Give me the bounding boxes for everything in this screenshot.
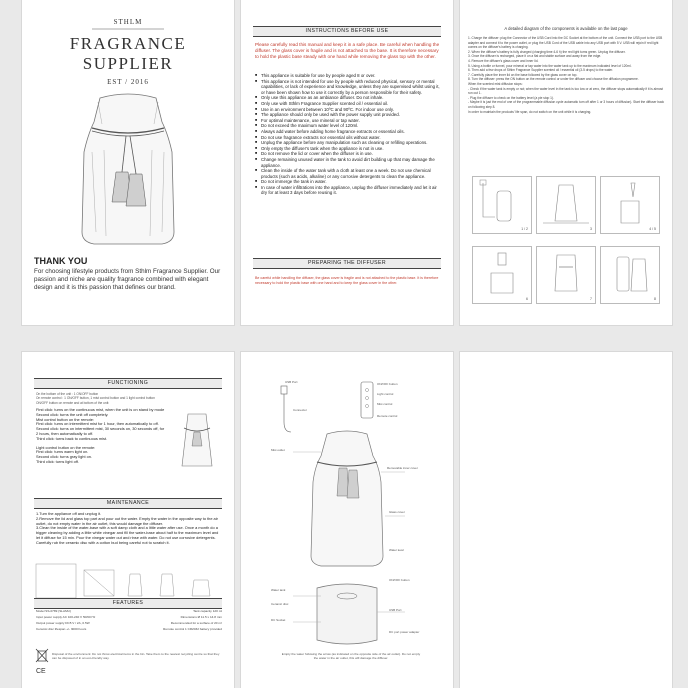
section-header-maintenance bbox=[34, 498, 222, 509]
thank-you-heading: THANK YOU bbox=[34, 256, 88, 266]
manual-page-steps bbox=[460, 0, 672, 325]
list-item: - Plug the diffuser to check on the battery level (a pie stop 1). bbox=[468, 95, 554, 100]
list-item: Second click: turns gray light on. bbox=[36, 454, 93, 460]
figure-label: 4 / 5 bbox=[649, 227, 656, 231]
list-item: Light control button on the remote: bbox=[36, 444, 96, 450]
empty-water-caption: Empty the water following the arrow (as indicated on the opposite side of the air outlet). Do not empty the water in the air outlet, this will damage the diffuser. bbox=[281, 652, 421, 661]
list-item: ■ This appliance is not intended for use by people with reduced physical, sensory or mental capabilities, or lack of experience and knowledge, unless they are supervised whilst using it, or have been shown how to use it correctly by a person responsible for their safety. bbox=[255, 79, 441, 96]
section-header-label: INSTRUCTIONS BEFORE USE bbox=[305, 28, 389, 34]
list-item: In order to maintain the products' life span, do not switch on the unit while it is charging. bbox=[468, 109, 592, 114]
list-item: ■ This appliance is suitable for use by people aged 8 or over. bbox=[255, 73, 441, 79]
small-line: On the bottom of the unit : 1 ON/OFF button bbox=[36, 392, 99, 396]
feature-cell: Ceramic disc lifespan +/- 3000 hours bbox=[36, 627, 87, 631]
list-item: 1. Charge the diffuser: plug the Connector of the USB Cord into the DC Socket at the bottom of the unit. Connect the USB port to the USB adapter and connect it to the power outlet, or plug the USB Cord of the USB cable into any USB port with 5 V. USB will rejoin if red light comes on the diffuser's battery is charging. bbox=[468, 36, 663, 50]
glass-cover-icon bbox=[311, 431, 383, 566]
small-line: ON/OFF button on remote and at bottom of the unit: bbox=[36, 400, 110, 405]
list-item: 5. Using a bottle or funnel, pour mineral or tap water into the water tank up to the maximum indicated level of 120ml. bbox=[468, 63, 632, 68]
callout-label: Mist control bbox=[377, 402, 393, 406]
maintenance-figures-icon bbox=[36, 564, 222, 600]
callout-label: Mist outlet bbox=[271, 448, 285, 452]
brand-divider-line-icon bbox=[22, 26, 234, 32]
callout-label: Light control bbox=[377, 392, 394, 396]
feature-cell: Tank capacity 120 ml bbox=[193, 609, 222, 613]
list-item: ■ Change remaining unused water in the tank to avoid dirt building up that may damage the appliance. bbox=[255, 157, 441, 168]
crossed-bin-icon bbox=[36, 648, 48, 662]
list-item: ■ Unplug the appliance before any manipulation such as cleaning or refilling operations. bbox=[255, 140, 441, 146]
ce-mark-icon bbox=[36, 666, 50, 674]
list-item: ■ In case of water infiltrations into the appliance, unplug the diffuser immediately and let it air dry for at least 3 days before reusing it. bbox=[255, 185, 441, 196]
brand-established: EST / 2016 bbox=[107, 78, 149, 86]
list-item: ■ For optimal maintenance, use mineral or tap water. bbox=[255, 118, 441, 124]
section-header-label: PREPARING THE DIFFUSER bbox=[307, 260, 387, 266]
figure-label: 3 bbox=[590, 227, 592, 231]
setup-steps-list bbox=[468, 36, 666, 114]
list-item: First click: turns warm light on. bbox=[36, 449, 89, 455]
feature-cell: Output power supply DC5 V / 2A, 0.5W bbox=[36, 621, 90, 625]
callout-label: Water tank bbox=[271, 588, 286, 592]
section-header-instructions bbox=[253, 26, 441, 37]
list-item: 4. Remove the diffuser's glass cover and inner lid. bbox=[468, 58, 539, 63]
list-item: Third click: turns light off. bbox=[36, 458, 79, 464]
feature-cell: Recommended for a surface of 20 m² bbox=[170, 621, 222, 625]
callout-label: Connector bbox=[293, 408, 307, 412]
components-diagram bbox=[241, 352, 453, 688]
list-item: 2.Remove the lid and glass top part and pour out the water. Empty the water in the opposite way to the air outlet, do not empty water in the air outlet, this would damage the diffuser. bbox=[36, 515, 218, 526]
figure-cover bbox=[536, 246, 596, 304]
list-item: 1.Turn the appliance off and unplug it. bbox=[36, 511, 102, 516]
list-item: 3.Clean the inside of the water-base with a soft damp cloth and a little water after use. Once a month do a bigger cleaning by adding a little white vinegar and fill the water-base about half to the maximum level and let it diffuse for 15 min. Pour the vinegar water out and rinse with water. Do not use corrosive detergents. bbox=[36, 525, 219, 540]
small-line: On remote control : 1 ON/OFF button, 1 mist control button and 1 light control button bbox=[36, 396, 155, 401]
features-table bbox=[36, 608, 222, 632]
manual-page-components bbox=[241, 352, 453, 688]
feature-cell: Model SS-0789 (SLAMU) bbox=[36, 609, 71, 613]
remote-control-icon bbox=[361, 382, 373, 418]
list-item: ■ Only empty the diffuser's tank when the appliance is not in use. bbox=[255, 146, 441, 152]
list-item: 6. Then add a few drops of Sthlm Fragrance Supplier scented oil / essential oil (3-5 drops) to the water. bbox=[468, 68, 614, 73]
list-item: ■ Clean the inside of the water tank with a cloth at least one a week. Do not use chemical products (such as acids, alkaline) or any corrosive detergents to clean the appliance. bbox=[255, 168, 441, 179]
list-item: ■ Only use this appliance as an ambiance diffuser. Do not inhale. bbox=[255, 95, 441, 101]
list-item: ■ Only use with Sthlm Fragrance Supplier scented oil / essential oil. bbox=[255, 101, 441, 107]
list-item: 3. Once the diffuser is recharged, place it on a flat and stable surface and away from the edge. bbox=[468, 54, 602, 59]
list-item: ■ Use in an environment between 10ºC and 90ºC. For indoor use only. bbox=[255, 107, 441, 113]
brand-title-line1: FRAGRANCE bbox=[69, 34, 187, 53]
remote-control-icon bbox=[601, 247, 659, 303]
preparing-warning: Be careful while handling the diffuser, the glass cover is fragile and is not attached to the plastic base. It is therefore necessary to hold the plastic base with one hand and to keep the glass cover in the other. bbox=[255, 276, 439, 285]
safety-rules-list bbox=[255, 73, 441, 196]
feature-cell: Dimensions Ø 11.5 x 14.8 mm bbox=[180, 615, 222, 619]
list-item: 8. Turn the diffuser: press the ON button on the remote control or under the diffuser and choose the diffusion programme. bbox=[468, 77, 639, 82]
usb-plug-icon bbox=[281, 386, 287, 394]
list-item: Third click: turns back to continuous mist. bbox=[36, 435, 108, 441]
figure-label: 1 / 2 bbox=[521, 227, 528, 231]
controls-note bbox=[36, 392, 222, 405]
list-item: Mist control button on the remote: bbox=[36, 416, 94, 422]
list-item: ■ Do not immerge the tank in water. bbox=[255, 179, 441, 185]
figure-label: 6 bbox=[526, 297, 528, 301]
list-item: 2. When the diffuser's battery is fully charged (charging time 4-6 h) the red light turns green. Unplug the diffuser. bbox=[468, 49, 626, 54]
placing-cover-icon bbox=[537, 247, 595, 303]
callout-label: ON/OFF button bbox=[377, 382, 398, 386]
manual-page-blank bbox=[460, 352, 672, 688]
list-item: ■ Do not use fragrance extracts nor essential oils without water. bbox=[255, 135, 441, 141]
diagram-note: A detailed diagram of the components is available on the last page bbox=[504, 26, 628, 31]
manual-page-cover bbox=[22, 0, 234, 325]
list-item: - Maybe it is just the end of one of the programmable diffusion cycle automatic turn off after 1 or 3 hours of diffusion). Start the diffuser back on following step 8. bbox=[468, 100, 665, 109]
svg-text:CE: CE bbox=[36, 668, 46, 675]
list-item: ■ Always add water before adding home fragrance extracts or essential oils. bbox=[255, 129, 441, 135]
callout-label: DC Socket bbox=[271, 618, 286, 622]
figure-charging bbox=[472, 176, 532, 234]
list-item: ■ Do not remove the lid or cover when the diffuser is in use. bbox=[255, 151, 441, 157]
table-row bbox=[36, 626, 222, 632]
list-item: Carefully rub the ceramic disc with a cotton bud being careful not to scratch it. bbox=[36, 539, 170, 545]
diffuser-illustration-icon bbox=[172, 412, 222, 472]
feature-cell: Remote control 1 CR2032 battery provided bbox=[163, 627, 222, 631]
manual-page-instructions bbox=[241, 0, 453, 325]
diffuser-illustration-icon bbox=[22, 92, 234, 252]
section-header-functioning bbox=[34, 378, 222, 389]
adding-oil-icon bbox=[473, 247, 531, 303]
figure-label: 8 bbox=[654, 297, 656, 301]
figure-filling bbox=[600, 176, 660, 234]
callout-label: Water level bbox=[389, 548, 404, 552]
list-item: ■ Do not exceed the maximum water level of 120ml. bbox=[255, 123, 441, 129]
functioning-list bbox=[36, 408, 166, 465]
callout-label: Ceramic disc bbox=[271, 602, 289, 606]
list-item: When the scented mist diffusion stops: bbox=[468, 81, 523, 86]
figure-placement bbox=[536, 176, 596, 234]
list-item: First click: turns on the continuous mist, when the unit is on stand by mode bbox=[36, 407, 165, 412]
callout-label: USB Port bbox=[285, 380, 298, 384]
list-item: - Check if the water tank is empty or not; when the water level in the tank is too low or at zero, the diffuser stops automatically if it is almost run out 1. bbox=[468, 86, 663, 96]
maintenance-list bbox=[36, 512, 222, 546]
feature-cell: Input power supply AC 100-240 V 50/60 Hz bbox=[36, 615, 96, 619]
callout-label: Remote control bbox=[377, 414, 398, 418]
figure-label: 7 bbox=[590, 297, 592, 301]
brand-sub: STHLM bbox=[113, 18, 143, 26]
figure-oil bbox=[472, 246, 532, 304]
list-item: ■ The appliance should only be used with the power supply unit provided. bbox=[255, 112, 441, 118]
figure-remote bbox=[600, 246, 660, 304]
callout-label: Glass cover bbox=[389, 510, 405, 514]
charging-diffuser-icon bbox=[473, 177, 531, 233]
filling-water-icon bbox=[601, 177, 659, 233]
section-header-label: FUNCTIONING bbox=[107, 380, 149, 386]
section-header-label: FEATURES bbox=[112, 600, 144, 606]
usb-cable-icon bbox=[284, 394, 291, 432]
callout-label: Removable inner cover bbox=[387, 466, 418, 470]
disposal-note: Disposal of the environment: Do not throw electrical items in the bin. Take them to the nearest recycling centre so that they can be disposed of in an eco-friendly way. bbox=[52, 652, 220, 661]
list-item: 7. Carefully place the inner lid on the base followed by the glass cover on top. bbox=[468, 72, 578, 77]
section-header-label: MAINTENANCE bbox=[106, 500, 150, 506]
section-header-preparing bbox=[253, 258, 441, 269]
callout-label: USB Port bbox=[389, 608, 402, 612]
callout-label: ON/OFF button bbox=[389, 578, 410, 582]
list-item: Second click: turns on intermittent mist, 30 seconds on, 30 seconds off, for 2 hours, then automatically to off. bbox=[36, 426, 165, 436]
handling-warning: Please carefully read this manual and keep it in a safe place. Be careful when handling the diffuser. The glass cover is fragile and is not attached to the base. It is therefore necessary to hold the plastic base steady with one hand while removing the glass top with the other. bbox=[255, 42, 440, 59]
thank-you-text: For choosing lifestyle products from Sthlm Fragrance Supplier. Our passion and niche are quality fragrance combined with elegant design and it is this passion that defines our brand. bbox=[34, 268, 221, 292]
manual-page-functioning bbox=[22, 352, 234, 688]
list-item: First click: turns on intermittent mist for 1 hour, then automatically to off. bbox=[36, 421, 159, 427]
brand-title-line2: SUPPLIER bbox=[82, 54, 174, 73]
diffuser-on-surface-icon bbox=[537, 177, 595, 233]
list-item: Second click: turns the unit off completely. bbox=[36, 411, 109, 417]
callout-label: DC port power adapter bbox=[389, 630, 420, 634]
